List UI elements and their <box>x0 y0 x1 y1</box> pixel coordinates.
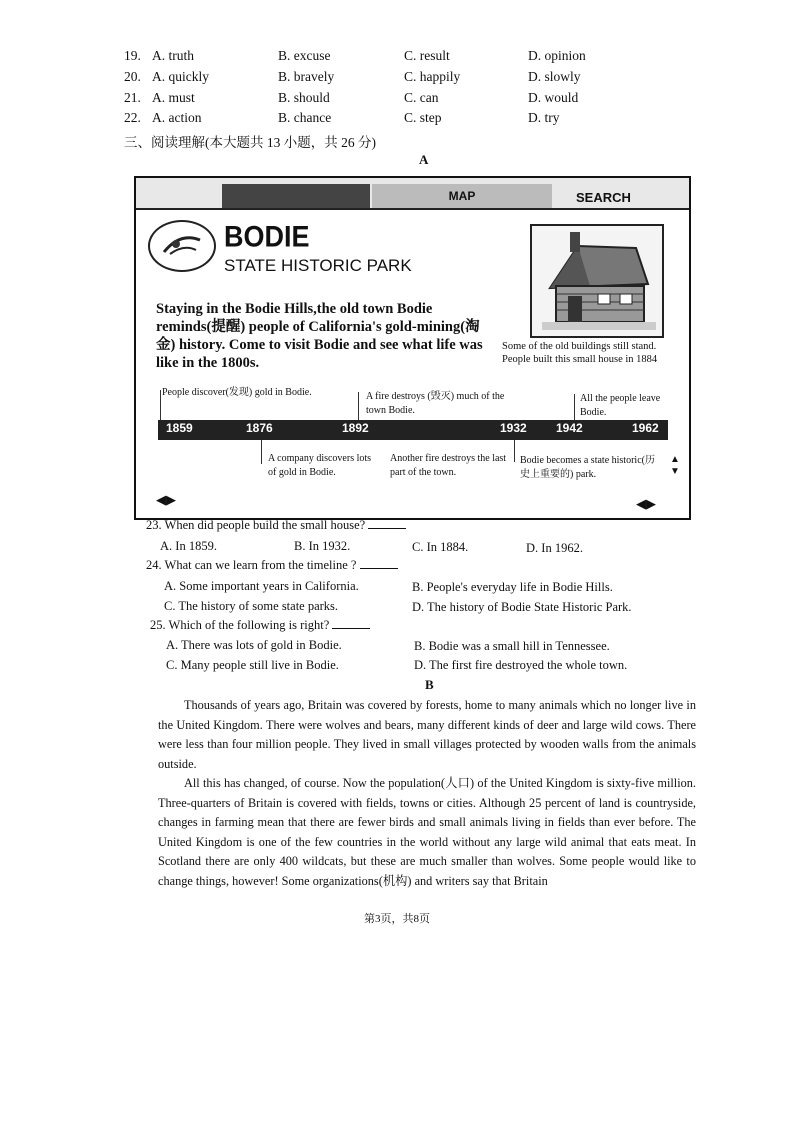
q25-option-c: C. Many people still live in Bodie. <box>166 658 339 672</box>
event-1932: Another fire destroys the last part of the town. <box>390 453 507 478</box>
q24-option-b: B. People's everyday life in Bodie Hills. <box>412 580 613 594</box>
page-footer: 第3页，共8页 <box>364 913 430 925</box>
question-25 <box>150 618 370 633</box>
event-1892: A fire destroys (毁灭) much of the town Bodie. <box>366 391 505 416</box>
ad-intro: Staying in the Bodie Hills,the old town Bodie reminds(提醒) people of California's gold-mining(淘金) history. Come to visit Bodie and see what life was like in the 1800s. <box>156 301 483 371</box>
q23-option-b: B. In 1932. <box>294 539 351 553</box>
question-23 <box>146 518 406 533</box>
q24-option-d: D. The history of Bodie State Historic Park. <box>412 600 632 614</box>
answer-blank <box>368 518 406 529</box>
next-arrow-icon[interactable]: ◀▶ <box>636 496 656 511</box>
photo-caption: Some of the old buildings still stand. People built this small house in 1884 <box>502 341 658 365</box>
section-title: 三、阅读理解(本大题共 13 小题，共 26 分) <box>124 135 376 150</box>
bodie-ad <box>134 176 691 520</box>
event-1942: All the people leave Bodie. <box>580 393 661 418</box>
ad-subtitle: STATE HISTORIC PARK <box>224 256 412 275</box>
question-stem: 23. When did people build the small house? <box>146 518 366 532</box>
passage-b-label: B <box>425 677 434 692</box>
paragraph-text: Thousands of years ago, Britain was covered by forests, home to many animals which no longer live in the United Kingdom. There were wolves and bears, many different kinds of deer and large wild cows. There were less than four million people. They lived in small villages protected by wooden walls from the animals outside. <box>158 698 696 771</box>
passage-b-paragraph-2 <box>158 774 696 891</box>
tick-1892 <box>358 392 359 420</box>
prev-arrow-icon[interactable]: ◀▶ <box>156 492 176 507</box>
event-1859: People discover(发现) gold in Bodie. <box>162 387 312 398</box>
tab-search[interactable]: SEARCH <box>576 190 631 205</box>
year-1942: 1942 <box>556 421 583 435</box>
option-b: B. excuse <box>278 48 331 63</box>
paragraph-text: All this has changed, of course. Now the population(人口) of the United Kingdom is sixty-five million. Three-quarters of Britain is covered with fields, towns or cities. Although 25 percent of land is countryside, changes in farming mean that there are fewer birds and small animals living in fields than ever before. The United Kingdom is one of the few countries in the world without any large wild animal that eats meat. In Scotland there are only 400 wildcats, but these are much smaller than wolves. Some people would like to change things, however! Some organizations(机构) and writers say that Britain <box>158 776 696 888</box>
answer-blank <box>332 618 370 629</box>
q24-option-c: C. The history of some state parks. <box>164 599 339 613</box>
question-24 <box>146 558 398 573</box>
q23-option-c: C. In 1884. <box>412 540 469 554</box>
question-stem: 24. What can we learn from the timeline ? <box>146 558 357 572</box>
tick-1859 <box>160 390 161 420</box>
tick-1942 <box>574 394 575 420</box>
option-a: A. must <box>152 90 195 105</box>
ad-title: BODIE <box>224 220 310 253</box>
event-1876: A company discovers lots of gold in Bodie. <box>268 453 372 478</box>
year-1892: 1892 <box>342 421 369 435</box>
choice-number: 21. <box>124 90 141 105</box>
q23-option-a: A. In 1859. <box>160 539 217 553</box>
question-stem: 25. Which of the following is right? <box>150 618 330 632</box>
option-d: D. try <box>528 110 560 125</box>
choice-number: 19. <box>124 48 141 63</box>
gold-pan-logo-icon <box>148 220 216 272</box>
passage-b-paragraph-1 <box>158 696 696 774</box>
option-d: D. opinion <box>528 48 586 63</box>
option-c: C. step <box>404 110 442 125</box>
q25-option-a: A. There was lots of gold in Bodie. <box>166 638 342 652</box>
option-c: C. result <box>404 48 450 63</box>
scroll-arrows-icon[interactable]: ▲ ▼ <box>670 454 680 477</box>
option-b: B. should <box>278 90 330 105</box>
q25-option-d: D. The first fire destroyed the whole town. <box>414 658 628 672</box>
option-b: B. chance <box>278 110 332 125</box>
answer-blank <box>360 558 398 569</box>
tick-1962 <box>514 440 515 462</box>
passage-a-label: A <box>419 152 429 167</box>
choice-number: 22. <box>124 110 141 125</box>
option-a: A. action <box>152 110 202 125</box>
year-1962: 1962 <box>632 421 659 435</box>
year-1859: 1859 <box>166 421 193 435</box>
ad-nav-bar <box>136 178 689 210</box>
option-d: D. would <box>528 90 579 105</box>
tick-1876 <box>261 440 262 464</box>
year-1932: 1932 <box>500 421 527 435</box>
q24-option-a: A. Some important years in California. <box>164 579 359 593</box>
tab-map[interactable]: MAP <box>372 184 552 208</box>
q25-option-b: B. Bodie was a small hill in Tennessee. <box>414 639 610 653</box>
tab-home[interactable] <box>222 184 370 208</box>
option-c: C. can <box>404 90 439 105</box>
timeline-bar <box>158 420 668 440</box>
option-a: A. truth <box>152 48 194 63</box>
option-d: D. slowly <box>528 69 581 84</box>
q23-option-d: D. In 1962. <box>526 541 583 555</box>
event-1962: Bodie becomes a state historic(历史上重要的) park. <box>520 455 655 480</box>
option-c: C. happily <box>404 69 461 84</box>
option-b: B. bravely <box>278 69 335 84</box>
choice-number: 20. <box>124 69 141 84</box>
year-1876: 1876 <box>246 421 273 435</box>
house-photo <box>530 224 664 338</box>
option-a: A. quickly <box>152 69 209 84</box>
